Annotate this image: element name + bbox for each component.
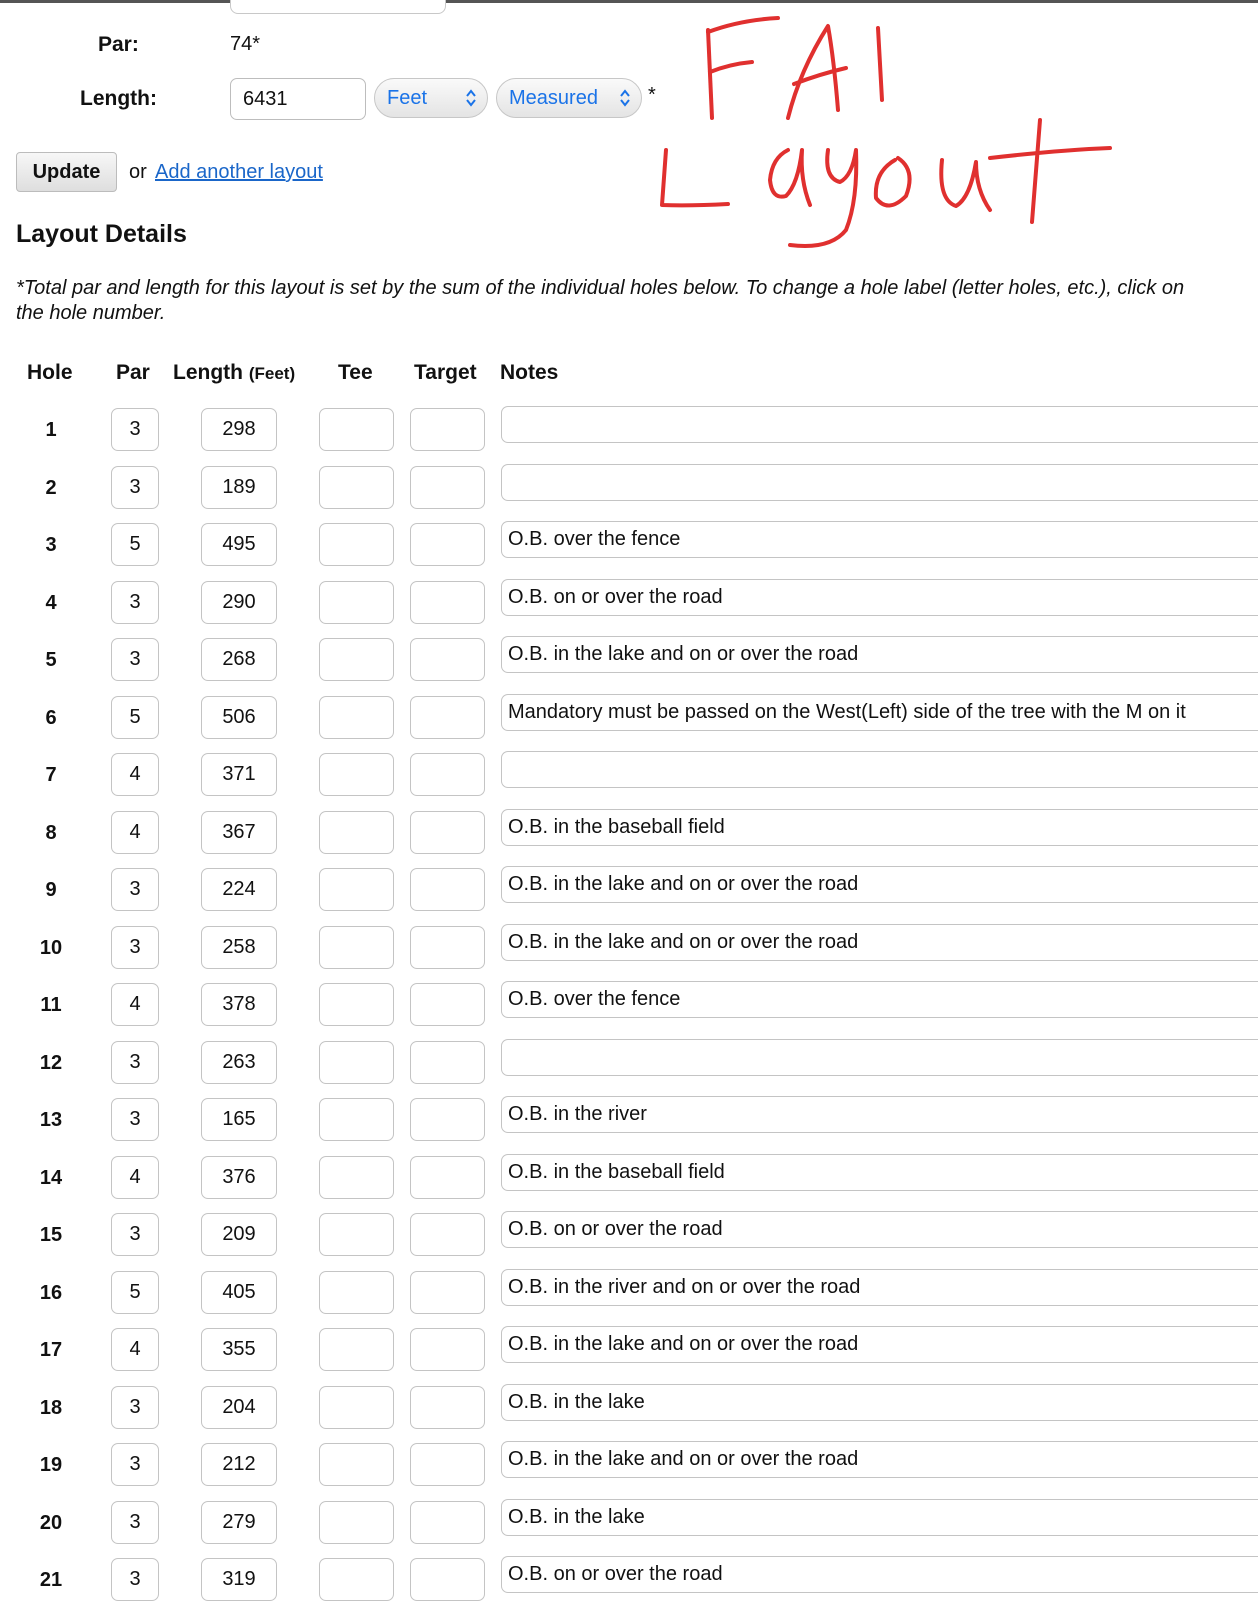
hole-par-input[interactable] [111, 581, 159, 624]
hole-number-link[interactable]: 18 [39, 1396, 63, 1419]
table-row [0, 692, 1258, 750]
table-row [0, 634, 1258, 692]
hole-par-input[interactable] [111, 1271, 159, 1314]
hole-par-input[interactable] [111, 983, 159, 1026]
header-length-label: Length [173, 361, 243, 384]
hole-tee-input[interactable] [319, 811, 394, 854]
header-tee: Tee [338, 361, 373, 384]
hole-number-link[interactable]: 2 [45, 476, 57, 499]
table-row [0, 1497, 1258, 1555]
hole-number-link[interactable]: 4 [45, 591, 57, 614]
hole-tee-input[interactable] [319, 638, 394, 681]
hole-target-input[interactable] [410, 1271, 485, 1314]
hole-notes-input[interactable] [501, 521, 1258, 558]
hole-notes-input[interactable] [501, 751, 1258, 788]
table-row [0, 749, 1258, 807]
hole-number-link[interactable]: 8 [45, 821, 57, 844]
table-row [0, 404, 1258, 462]
length-label: Length: [80, 87, 157, 110]
table-row [0, 1554, 1258, 1612]
hole-number-link[interactable]: 6 [45, 706, 57, 729]
hole-length-input[interactable] [201, 638, 277, 681]
hole-par-input[interactable] [111, 523, 159, 566]
up-down-chevron-icon [465, 87, 477, 109]
hole-length-input[interactable] [201, 581, 277, 624]
hole-length-input[interactable] [201, 983, 277, 1026]
hole-length-input[interactable] [201, 408, 277, 451]
header-hole: Hole [27, 361, 73, 384]
hole-target-input[interactable] [410, 1328, 485, 1371]
hole-target-input[interactable] [410, 1041, 485, 1084]
measurement-select-value: Measured [509, 86, 598, 109]
hole-number-link[interactable]: 15 [39, 1224, 63, 1246]
header-par: Par [116, 361, 150, 384]
table-row [0, 1382, 1258, 1440]
hole-par-input[interactable] [111, 638, 159, 681]
hole-length-input[interactable] [201, 1098, 277, 1141]
hole-length-input[interactable] [201, 466, 277, 509]
units-select[interactable] [374, 78, 488, 118]
measurement-select[interactable] [496, 78, 642, 118]
hole-tee-input[interactable] [319, 753, 394, 796]
hole-target-input[interactable] [410, 811, 485, 854]
hole-par-input[interactable] [111, 1501, 159, 1544]
hole-target-input[interactable] [410, 983, 485, 1026]
table-row [0, 1439, 1258, 1497]
hole-length-input[interactable] [201, 1156, 277, 1199]
hole-notes-input[interactable] [501, 1211, 1258, 1248]
table-row [0, 922, 1258, 980]
hole-target-input[interactable] [410, 1156, 485, 1199]
hole-par-input[interactable] [111, 696, 159, 739]
hole-notes-input[interactable] [501, 694, 1258, 731]
hole-target-input[interactable] [410, 696, 485, 739]
hole-target-input[interactable] [410, 466, 485, 509]
hole-length-input[interactable] [201, 753, 277, 796]
hole-length-input[interactable] [201, 1213, 277, 1256]
add-another-layout-link[interactable]: Add another layout [155, 161, 323, 183]
hole-tee-input[interactable] [319, 1386, 394, 1429]
header-length [173, 361, 295, 385]
layout-name-input[interactable] [230, 0, 446, 14]
hole-notes-input[interactable] [501, 1154, 1258, 1191]
hole-par-input[interactable] [111, 1041, 159, 1084]
hole-notes-input[interactable] [501, 1039, 1258, 1076]
hole-number-link[interactable]: 12 [39, 1051, 63, 1074]
table-row [0, 462, 1258, 520]
hole-tee-input[interactable] [319, 1041, 394, 1084]
hole-length-input[interactable] [201, 868, 277, 911]
table-row [0, 1267, 1258, 1325]
hole-tee-input[interactable] [319, 1328, 394, 1371]
table-row [0, 1094, 1258, 1152]
hole-length-input[interactable] [201, 1558, 277, 1601]
hole-target-input[interactable] [410, 408, 485, 451]
table-row [0, 1209, 1258, 1267]
hole-tee-input[interactable] [319, 983, 394, 1026]
hole-notes-input[interactable] [501, 636, 1258, 673]
hole-target-input[interactable] [410, 1558, 485, 1601]
hole-target-input[interactable] [410, 1443, 485, 1486]
hole-par-input[interactable] [111, 466, 159, 509]
hole-notes-input[interactable] [501, 1326, 1258, 1363]
hole-target-input[interactable] [410, 1098, 485, 1141]
hole-par-input[interactable] [111, 408, 159, 451]
hole-notes-input[interactable] [501, 406, 1258, 443]
hole-number-link[interactable]: 10 [39, 936, 63, 959]
hole-notes-input[interactable] [501, 1441, 1258, 1478]
hole-target-input[interactable] [410, 1386, 485, 1429]
hole-length-input[interactable] [201, 1501, 277, 1544]
layout-details-title: Layout Details [16, 220, 187, 248]
par-label: Par: [98, 33, 139, 56]
hole-length-input[interactable] [201, 1271, 277, 1314]
table-row [0, 519, 1258, 577]
hole-target-input[interactable] [410, 1501, 485, 1544]
hole-number-link[interactable]: 17 [39, 1339, 63, 1361]
hole-par-input[interactable] [111, 1213, 159, 1256]
table-row [0, 1037, 1258, 1095]
hole-notes-input[interactable] [501, 866, 1258, 903]
table-row [0, 1152, 1258, 1210]
hole-par-input[interactable] [111, 1443, 159, 1486]
hole-notes-input[interactable] [501, 1556, 1258, 1593]
hole-number-link[interactable]: 14 [39, 1166, 63, 1189]
update-button[interactable]: Update [16, 152, 117, 192]
hole-number-link[interactable]: 5 [45, 649, 57, 671]
hole-number-link[interactable]: 9 [45, 879, 57, 901]
hole-target-input[interactable] [410, 753, 485, 796]
hole-target-input[interactable] [410, 638, 485, 681]
hole-tee-input[interactable] [319, 1501, 394, 1544]
hole-tee-input[interactable] [319, 926, 394, 969]
hole-par-input[interactable] [111, 1156, 159, 1199]
hole-tee-input[interactable] [319, 581, 394, 624]
hole-number-link[interactable]: 13 [39, 1109, 63, 1131]
hole-tee-input[interactable] [319, 466, 394, 509]
hole-length-input[interactable] [201, 523, 277, 566]
header-notes: Notes [500, 361, 559, 384]
units-select-value: Feet [387, 86, 428, 109]
hole-tee-input[interactable] [319, 1443, 394, 1486]
layout-details-note: *Total par and length for this layout is set by the sum of the individual holes below. To change a hole label (letter holes, etc.), click on the hole number. [16, 277, 1185, 324]
hole-number-link[interactable]: 3 [45, 534, 57, 556]
length-input[interactable] [230, 78, 366, 120]
hole-notes-input[interactable] [501, 1269, 1258, 1306]
hole-tee-input[interactable] [319, 523, 394, 566]
hole-par-input[interactable] [111, 811, 159, 854]
hole-notes-input[interactable] [501, 1096, 1258, 1133]
hole-par-input[interactable] [111, 926, 159, 969]
hole-notes-input[interactable] [501, 809, 1258, 846]
up-down-chevron-icon [619, 87, 631, 109]
hole-target-input[interactable] [410, 523, 485, 566]
hole-tee-input[interactable] [319, 696, 394, 739]
hole-number-link[interactable]: 7 [45, 764, 57, 786]
required-asterisk: * [648, 84, 656, 106]
hole-target-input[interactable] [410, 926, 485, 969]
hole-par-input[interactable] [111, 753, 159, 796]
hole-tee-input[interactable] [319, 1271, 394, 1314]
hole-target-input[interactable] [410, 868, 485, 911]
hole-target-input[interactable] [410, 1213, 485, 1256]
hole-tee-input[interactable] [319, 1558, 394, 1601]
table-row [0, 1324, 1258, 1382]
hole-tee-input[interactable] [319, 408, 394, 451]
hole-length-input[interactable] [201, 1328, 277, 1371]
hole-length-input[interactable] [201, 696, 277, 739]
hole-length-input[interactable] [201, 1041, 277, 1084]
hole-notes-input[interactable] [501, 464, 1258, 501]
hole-number-link[interactable]: 20 [39, 1511, 63, 1534]
hole-length-input[interactable] [201, 926, 277, 969]
table-row [0, 979, 1258, 1037]
hole-par-input[interactable] [111, 1328, 159, 1371]
hole-length-input[interactable] [201, 1443, 277, 1486]
hole-notes-input[interactable] [501, 1499, 1258, 1536]
handwritten-annotation [660, 0, 1258, 270]
hole-number-link[interactable]: 21 [39, 1569, 63, 1591]
hole-number-link[interactable]: 11 [40, 994, 62, 1016]
hole-length-input[interactable] [201, 811, 277, 854]
hole-tee-input[interactable] [319, 1213, 394, 1256]
hole-tee-input[interactable] [319, 1098, 394, 1141]
hole-notes-input[interactable] [501, 924, 1258, 961]
hole-notes-input[interactable] [501, 579, 1258, 616]
table-row [0, 807, 1258, 865]
table-row [0, 864, 1258, 922]
hole-par-input[interactable] [111, 1386, 159, 1429]
table-row [0, 577, 1258, 635]
hole-par-input[interactable] [111, 1558, 159, 1601]
hole-length-input[interactable] [201, 1386, 277, 1429]
par-value: 74* [230, 33, 261, 55]
hole-number-link[interactable]: 1 [45, 419, 57, 441]
hole-tee-input[interactable] [319, 1156, 394, 1199]
hole-number-link[interactable]: 16 [39, 1281, 63, 1304]
handwritten-fai-layout [662, 18, 1110, 246]
hole-notes-input[interactable] [501, 1384, 1258, 1421]
header-length-unit: (Feet) [248, 364, 296, 383]
hole-tee-input[interactable] [319, 868, 394, 911]
hole-target-input[interactable] [410, 581, 485, 624]
hole-notes-input[interactable] [501, 981, 1258, 1018]
header-target: Target [414, 361, 477, 384]
hole-number-link[interactable]: 19 [39, 1454, 63, 1476]
hole-par-input[interactable] [111, 1098, 159, 1141]
hole-par-input[interactable] [111, 868, 159, 911]
or-text: or [129, 161, 147, 183]
